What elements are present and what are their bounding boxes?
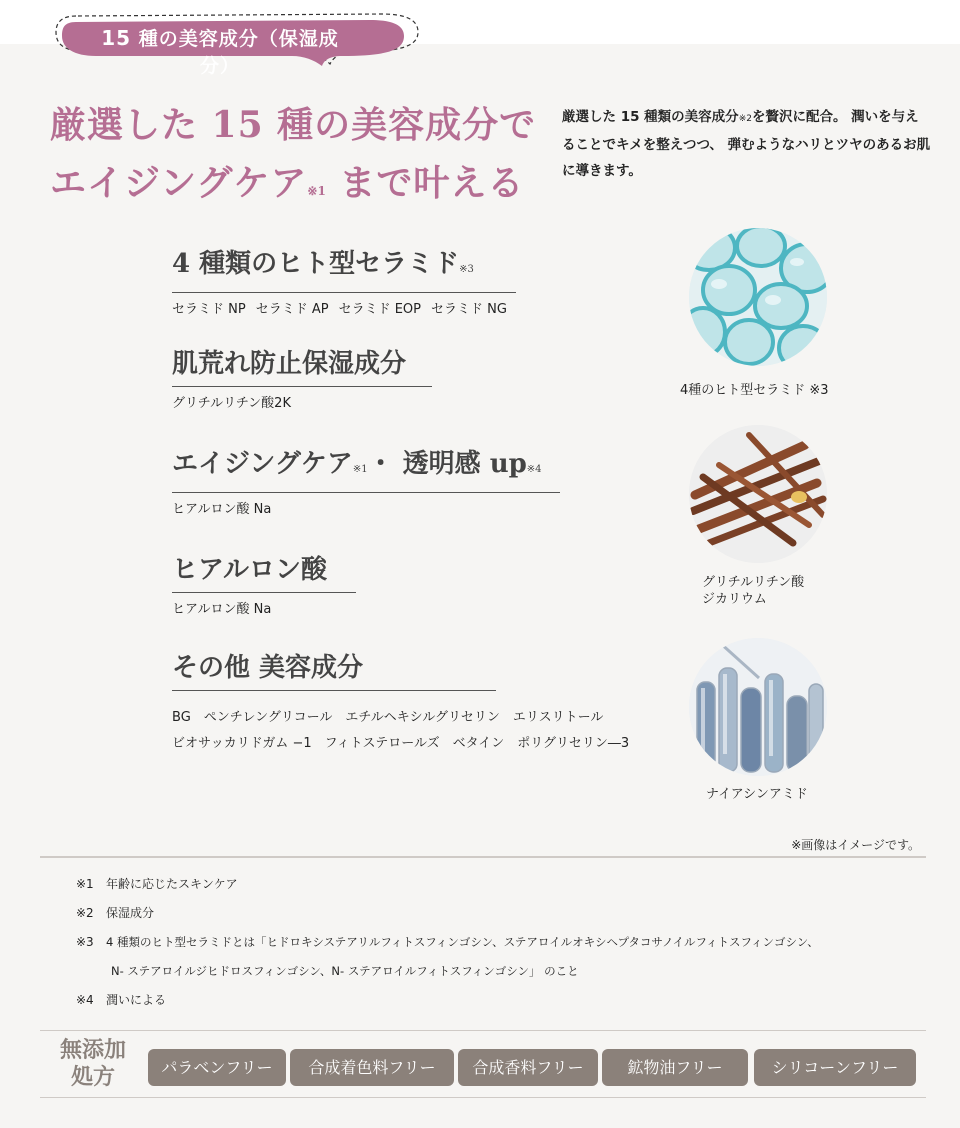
intro-text: 厳選した 15 種類の美容成分※2を贅沢に配合。 潤いを与えることでキメを整えつつ、 弾むようなハリとツヤのあるお肌に導きます。 (562, 109, 931, 179)
footnote: ※1 年齢に応じたスキンケア (76, 877, 238, 891)
footnote-continued: N- ステアロイルジヒドロスフィンゴシン、N- ステアロイルフィトスフィンゴシン」 のこと (111, 964, 579, 978)
block-title: ヒアルロン酸 (172, 552, 356, 593)
free-item-paraben: パラベンフリー (148, 1049, 286, 1086)
free-item-colorant: 合成着色料フリー (290, 1049, 454, 1086)
block-title: 肌荒れ防止保湿成分 (172, 346, 432, 387)
block-title: エイジングケア※1・ 透明感 up※4 (172, 446, 560, 493)
image-note: ※画像はイメージです。 (791, 838, 920, 852)
ingredient-block-other (172, 650, 629, 757)
ingredient-block-aging-care (172, 446, 560, 519)
image-caption-niacinamide: ナイアシンアミド (706, 787, 808, 802)
footnote: ※2 保湿成分 (76, 906, 155, 920)
ingredient-block-rough-skin (172, 346, 432, 413)
section-badge (52, 10, 424, 77)
footnote: ※3 4 種類のヒト型セラミドとは「ヒドロキシステアリルフィトスフィンゴシン、ステアロイルオキシヘプタコサノイルフィトスフィンゴシン、 (76, 935, 819, 949)
licorice-root-image (689, 425, 827, 563)
additive-free-section (40, 1030, 926, 1098)
ceramide-bubbles-image (689, 228, 827, 366)
ingredient-block-hyaluronic (172, 552, 356, 619)
headline (50, 96, 550, 220)
divider (40, 856, 926, 858)
footnotes (76, 874, 819, 1019)
block-title: 4 種類のヒト型セラミド※3 (172, 246, 516, 293)
block-title: その他 美容成分 (172, 650, 496, 691)
additive-free-label: 無添加 処方 (59, 1037, 126, 1090)
block-desc: BG ペンチレングリコール エチルヘキシルグリセリン エリスリトール ビオサッカリドガム −1 フィトステロールズ ベタイン ポリグリセリン―3 (172, 710, 630, 751)
test-tubes-image (689, 638, 827, 776)
footnote: ※4 潤いによる (76, 993, 167, 1007)
badge-label: 15 種の美容成分（保湿成分） (101, 26, 339, 77)
block-desc: ヒアルロン酸 Na (172, 502, 272, 517)
free-item-silicone: シリコーンフリー (754, 1049, 916, 1086)
ingredient-block-ceramide (172, 246, 517, 319)
image-caption-licorice: グリチルリチン酸 ジカリウム (702, 575, 805, 607)
image-caption-ceramide: 4種のヒト型セラミド ※3 (680, 383, 829, 398)
headline-line1: 厳選した 15 種の美容成分で (50, 104, 537, 146)
block-desc: グリチルリチン酸2K (172, 396, 291, 411)
block-desc: セラミド NP セラミド AP セラミド EOP セラミド NG (172, 302, 507, 317)
free-item-mineral-oil: 鉱物油フリー (602, 1049, 748, 1086)
headline-line2: エイジングケア※1 まで叶える (50, 162, 525, 204)
block-desc: ヒアルロン酸 Na (172, 602, 272, 617)
free-item-fragrance: 合成香料フリー (458, 1049, 598, 1086)
